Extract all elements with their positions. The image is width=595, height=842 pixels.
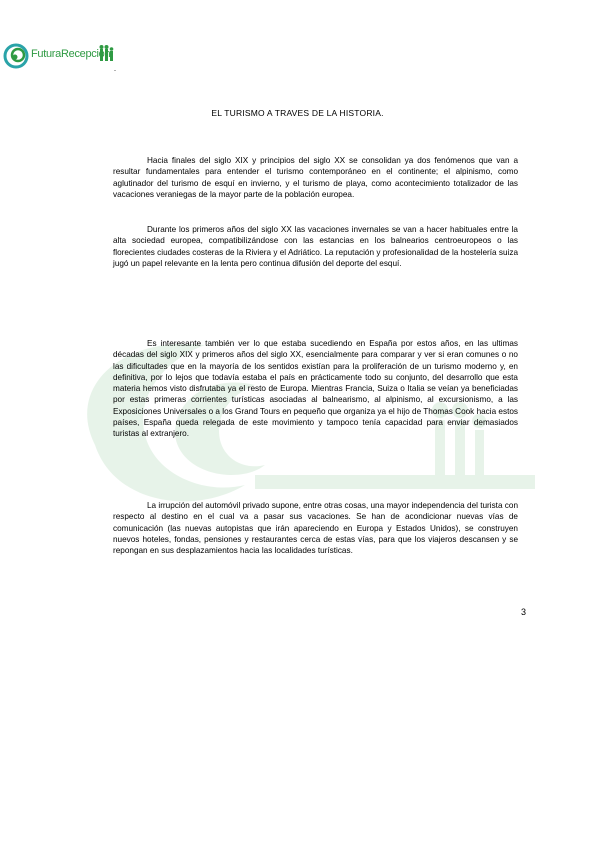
logo-swirl-icon: [5, 45, 27, 67]
paragraph-3-text: Es interesante también ver lo que estaba sucediendo en España por estos años, en las ultimas décadas del siglo XIX y primeros años del siglo XX, esencialmente para comparar y ver si eran comunes o no las dificultades que en la mayoría de los sentidos existían para la proliferación de un turismo moderno y, en definitiva, por lo lejos que todavía estaba el país en prácticamente todo su conjunto, del desarrollo que esta materia hemos visto disfrutaba ya el resto de Europa. Mientras Francia, Suiza o Italia se veían ya beneficiadas por estas primeras corrientes turísticas asociadas al balnearismo, al alpinismo, al excursionismo, a las Exposiciones Universales o a los Grand Tours en pequeño que organiza ya el hijo de Thomas Cook hacia estos países, España queda relegada de este movimiento y tampoco tenía capacidad para enviar demasiados turistas al extranjero.: [113, 339, 518, 439]
paragraph-2: [113, 224, 518, 269]
paragraph-3: [113, 338, 518, 440]
paragraph-4-text: La irrupción del automóvil privado supone, entre otras cosas, una mayor independencia del turista con respecto al destino en el cual va a pasar sus vacaciones. Se han de acondicionar nuevas vías de comunicación (las nuevas autopistas que irán apareciendo en Europa y Estados Unidos), se construyen nuevos hoteles, fondas, pensiones y restaurantes cerca de estas vías, para que los viajeros descansen y se repongan en sus desplazamientos hacia las localidades turísticas.: [113, 501, 518, 556]
header-mark: -: [114, 68, 116, 74]
document-title: EL TURISMO A TRAVES DE LA HISTORIA.: [211, 108, 384, 118]
page-number: 3: [521, 607, 527, 617]
paragraph-2-text: Durante los primeros años del siglo XX las vacaciones invernales se van a hacer habituales entre la alta sociedad europea, compatibilizándose con las estancias en los balnearios centroeuropeos o las florecientes ciudades costeras de la Riviera y el Adriático. La reputación y profesionalidad de la hostelería suiza jugó un papel relevante en la lenta pero continua difusión del deporte del esquí.: [113, 225, 518, 268]
paragraph-1-text: Hacia finales del siglo XIX y principios del siglo XX se consolidan ya dos fenómenos que van a resultar fundamentales para entender el turismo contemporáneo en el continente; el alpinismo, como aglutinador del turismo de esquí en invierno, y el turismo de playa, como acontecimiento totalizador de las vacaciones veraniegas de la mayor parte de la población europea.: [113, 156, 518, 199]
paragraph-4: [113, 500, 518, 556]
logo-text: FuturaRecepcion: [31, 48, 111, 60]
paragraph-1: [113, 155, 518, 200]
